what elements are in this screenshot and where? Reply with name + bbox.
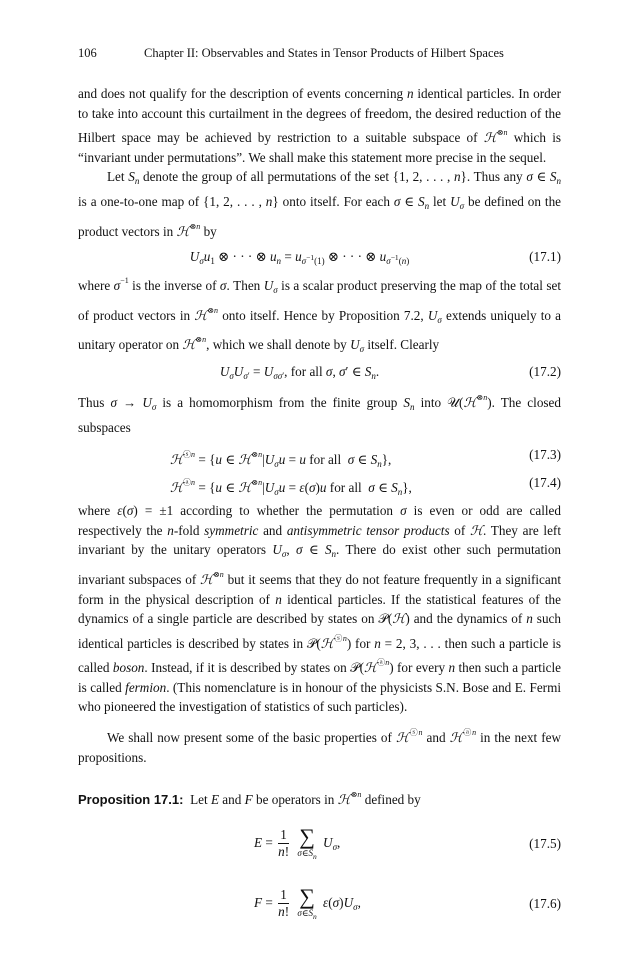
proposition-label: Proposition 17.1: bbox=[78, 792, 184, 808]
page-body bbox=[78, 84, 561, 936]
summation-symbol: ∑ $\sigma\in S_n$ bbox=[297, 823, 317, 861]
equation-17-1 bbox=[78, 241, 561, 271]
equation-17-3 bbox=[78, 437, 561, 470]
summation-symbol: ∑ $\sigma\in S_n$ bbox=[297, 883, 317, 921]
proposition-17-1 bbox=[78, 785, 561, 810]
equation-17-3-body: ℋ$^{ⓢn}$ = {u ∈ $ℋ^{\otimes n}|U_\sigma u = u$ for all σ ∈ $S_n$}, bbox=[170, 450, 392, 470]
paragraph-1: and does not qualify for the description of events concerning n identical particles. In order to take into account this curtailment in the degrees of freedom, the desired reduction of the Hilbert space may be achieved by restriction to a suitable subspace of ℋ$^{\otimes n}$ which is “invariant under permutations”. We shall make this statement more precise in the sequel. bbox=[78, 86, 561, 165]
fraction-1-over-n-factorial: $\frac{1}{n!}$ bbox=[278, 827, 290, 860]
paragraph-4: Thus $\sigma \to U_\sigma$ is a homomorphism from the finite group $S_n$ into 𝒰(ℋ$^{\otimes n}$). The closed subspaces bbox=[78, 392, 561, 435]
equation-17-2 bbox=[78, 360, 561, 388]
paragraph-6: We shall now present some of the basic properties of ℋ$^{ⓢn}$ and ℋ$^{ⓐn}$ in the next few propositions. bbox=[78, 728, 562, 765]
equation-number-17-1: (17.1) bbox=[529, 249, 561, 265]
page-number: 106 bbox=[78, 46, 97, 60]
equation-17-2-body: $U_\sigma U_{\sigma'} = U_{\sigma\sigma'}$, for all σ, σ′ ∈ $S_n$. bbox=[219, 363, 380, 381]
equation-number-17-4: (17.4) bbox=[529, 475, 561, 491]
paragraph-3: where $\sigma^{-1}$ is the inverse of σ. Then $U_\sigma$ is a scalar product preserving the map of the total set of product vectors in ℋ$^{\otimes n}$ onto itself. Hence by Proposition 7.2, $U_\sigma$ extends uniquely to a unitary operator on ℋ$^{\otimes n}$, which we shall denote by $U_\sigma$ itself. Clearly bbox=[78, 276, 562, 355]
equation-number-17-6: (17.6) bbox=[529, 895, 561, 911]
equation-17-4-body: ℋ$^{ⓐn}$ = {u ∈ $ℋ^{\otimes n}|U_\sigma u = \varepsilon(\sigma)u$ for all σ ∈ $S_n$}, bbox=[170, 478, 412, 498]
paragraph-2: Let $S_n$ denote the group of all permutations of the set {1, 2, . . . , n}. Thus any σ ∈ $S_n$ is a one-to-one map of {1, 2, . . . , n} onto itself. For each σ ∈ $S_n$ let $U_\sigma$ be defined on the product vectors in ℋ$^{\otimes n}$ by bbox=[78, 169, 562, 239]
fraction-1-over-n-factorial: $\frac{1}{n!}$ bbox=[278, 887, 290, 920]
proposition-statement: Let E and F be operators in ℋ$^{\otimes n}$ defined by bbox=[186, 790, 421, 808]
equation-17-5 bbox=[78, 820, 561, 876]
equation-17-1-body: $U_\sigma u_1$ ⊗ · · · ⊗ $u_n = u_{\sigma^{-1}(1)}$ ⊗ · · · ⊗ $u_{\sigma^{-1}(n)}$ bbox=[189, 249, 410, 267]
chapter-title: Chapter II: Observables and States in Tensor Products of Hilbert Spaces bbox=[144, 46, 504, 60]
equation-17-6 bbox=[78, 880, 561, 936]
equation-17-5-body: E = $\frac{1}{n!}$ ∑ $\sigma\in S_n$ $U_\sigma$, bbox=[254, 823, 341, 861]
equation-number-17-2: (17.2) bbox=[529, 363, 561, 379]
equation-number-17-5: (17.5) bbox=[529, 835, 561, 851]
equation-17-6-body: F = $\frac{1}{n!}$ ∑ $\sigma\in S_n$ $\varepsilon(\sigma)U_\sigma$, bbox=[254, 883, 361, 921]
paragraph-5: where ε(σ) = ±1 according to whether the permutation σ is even or odd are called respectively the n-fold symmetric and antisymmetric tensor products of ℋ. They are left invariant by the unitary operators $U_\sigma$, σ ∈ $S_n$. There do exist other such permutation invariant subspaces of ℋ$^{\otimes n}$ but it seems that they do not feature frequently in a significant form in the physical description of n identical particles. If the statistical features of the dynamics of a single particle are described by states on 𝒫(ℋ) and the dynamics of n such identical particles is described by states in 𝒫(ℋ$^{ⓢn}$) for n = 2, 3, . . . then such a particle is called boson. Instead, if it is described by states on 𝒫(ℋ$^{ⓐn}$) for every n then such a particle is called fermion. (This nomenclature is in honour of the physicists S.N. Bose and E. Fermi who pioneered the investigation of statistics of such particles). bbox=[78, 503, 562, 715]
equation-number-17-3: (17.3) bbox=[529, 447, 561, 463]
equation-17-4 bbox=[78, 467, 561, 501]
